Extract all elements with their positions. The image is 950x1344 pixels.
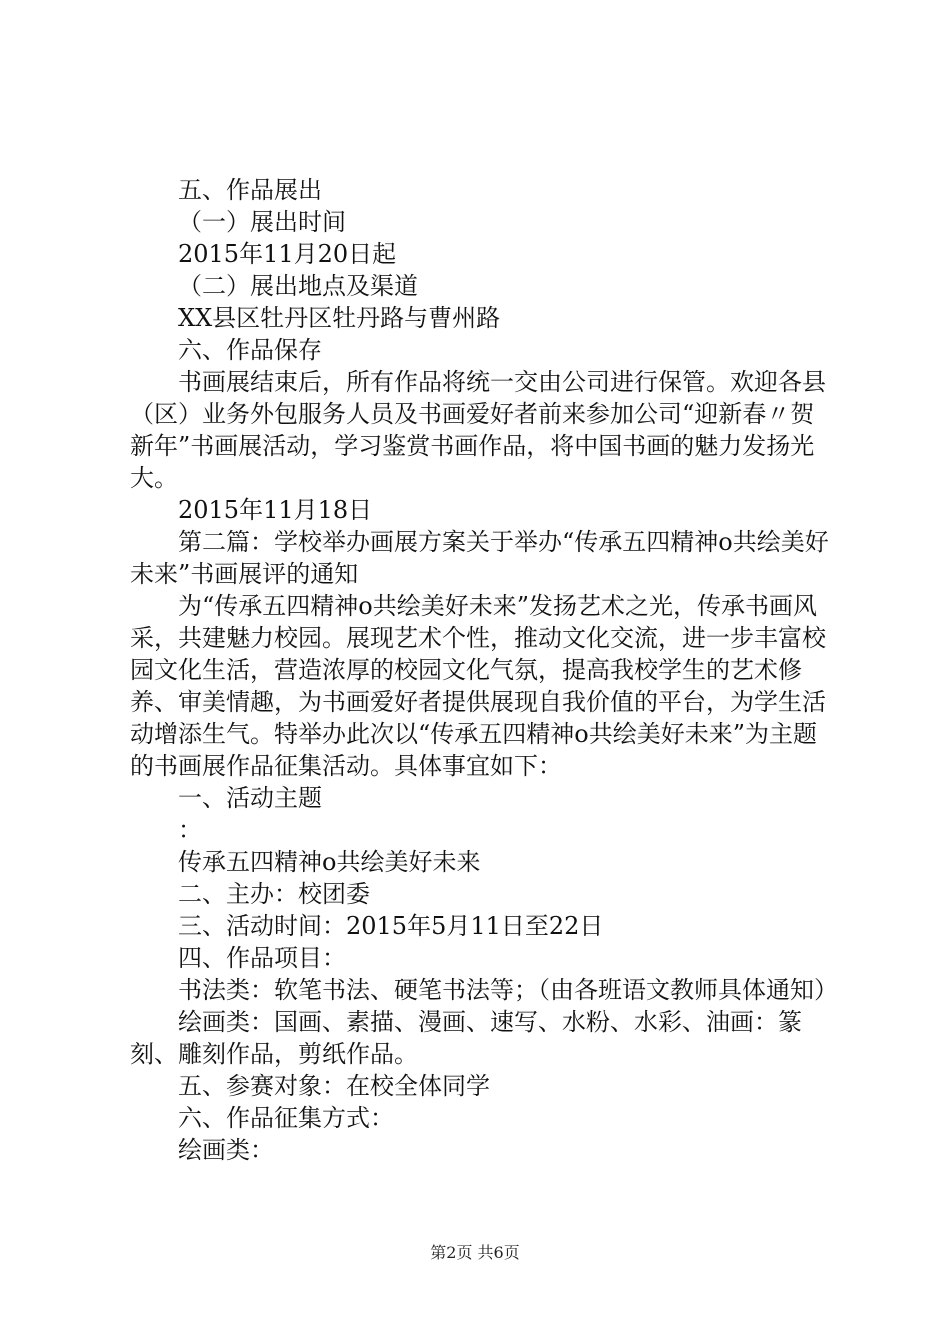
- paragraph: 绘画类：: [178, 1136, 274, 1164]
- section-heading: 四、作品项目：: [178, 944, 346, 972]
- section-heading: 一、活动主题: [178, 784, 322, 812]
- paragraph: 为“传承五四精神o共绘美好未来”发扬艺术之光，传承书画风采，共建魅力校园。展现艺术个性，推动文化交流，进一步丰富校园文化生活，营造浓厚的校园文化气氛，提高我校学生的艺术修养、审美情趣，为书画爱好者提供展现自我价值的平台，为学生活动增添生气。特举办此次以“传承五四精神o共绘美好未来”为主题的书画展作品征集活动。具体事宜如下：: [130, 592, 826, 780]
- section-heading: 五、作品展出: [178, 176, 322, 204]
- paragraph: 书法类：软笔书法、硬笔书法等；（由各班语文教师具体通知）: [178, 976, 838, 1004]
- paragraph: 传承五四精神o共绘美好未来: [178, 848, 481, 876]
- page-footer: 第2页 共6页: [430, 1243, 520, 1262]
- section-heading: 三、活动时间：2015年5月11日至22日: [178, 912, 604, 940]
- subsection-heading: （二）展出地点及渠道: [178, 272, 418, 300]
- paragraph: 绘画类：国画、素描、漫画、速写、水粉、水彩、油画：篆刻、雕刻作品，剪纸作品。: [130, 1008, 802, 1068]
- section-heading: 六、作品征集方式：: [178, 1104, 394, 1132]
- body-text: [130, 174, 838, 1166]
- subsection-heading: （一）展出时间: [178, 208, 346, 236]
- section-heading: 六、作品保存: [178, 336, 322, 364]
- date-line: 2015年11月18日: [178, 496, 373, 524]
- paragraph: 2015年11月20日起: [178, 240, 397, 268]
- section-heading: 五、参赛对象：在校全体同学: [178, 1072, 490, 1100]
- paragraph: 书画展结束后，所有作品将统一交由公司进行保管。欢迎各县（区）业务外包服务人员及书画爱好者前来参加公司“迎新春〃贺新年”书画展活动，学习鉴赏书画作品，将中国书画的魅力发扬光大。: [130, 368, 826, 492]
- paragraph: XX县区牡丹区牡丹路与曹州路: [178, 304, 501, 332]
- chapter-title: 第二篇：学校举办画展方案关于举办“传承五四精神o共绘美好未来”书画展评的通知: [130, 528, 829, 588]
- paragraph: ：: [178, 816, 202, 844]
- section-heading: 二、主办：校团委: [178, 880, 370, 908]
